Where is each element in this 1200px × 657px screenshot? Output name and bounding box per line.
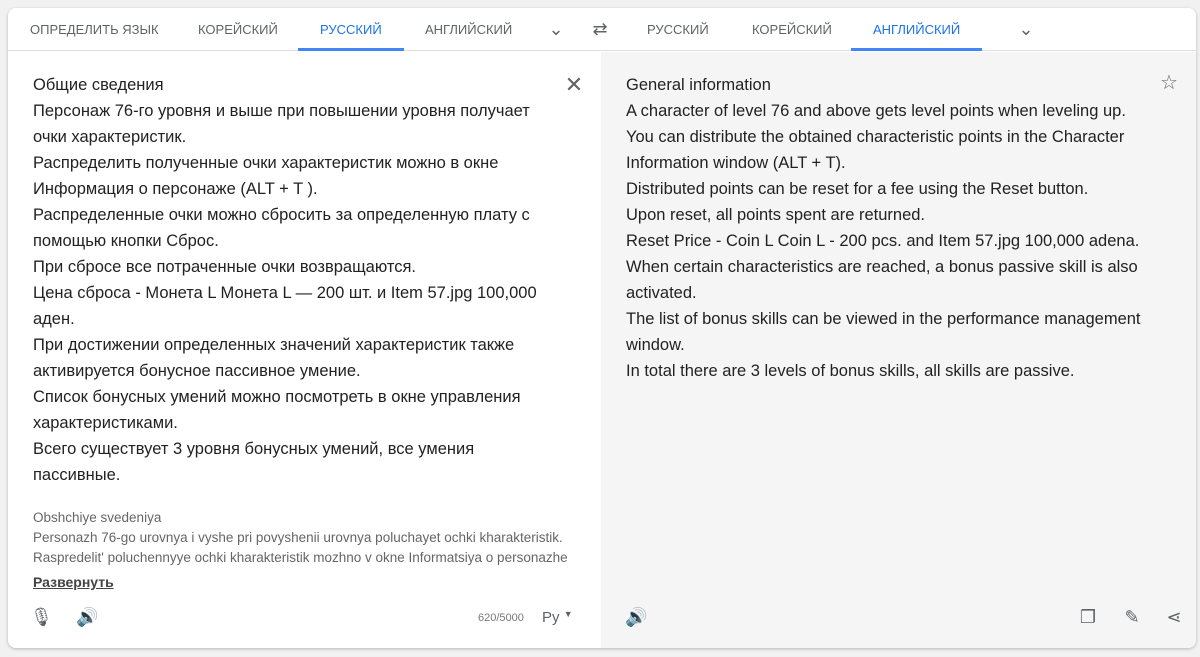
tab-target-russian[interactable]: РУССКИЙ [647,22,709,37]
tab-detect-language[interactable]: ОПРЕДЕЛИТЬ ЯЗЫК [30,22,159,37]
edit-pencil-icon[interactable]: ✎ [1124,607,1140,627]
input-tools-label: Pу [542,609,560,626]
transliteration-line: Raspredelit' poluchennyye ochki kharakteristik mozhno v okne Informatsiya o personazhe [33,550,568,565]
transliteration [33,508,593,568]
character-count: 620/5000 [478,612,524,624]
tab-target-english[interactable]: АНГЛИЙСКИЙ [851,8,982,51]
copy-icon[interactable]: ❐ [1079,607,1097,627]
tab-source-russian[interactable]: РУССКИЙ [298,8,404,51]
speaker-icon[interactable]: 🔊 [625,607,648,627]
clear-text-icon[interactable]: ✕ [564,72,584,97]
swap-languages-icon[interactable]: ⇄ [592,19,608,39]
language-tab-bar [8,8,1196,51]
translator-card [8,8,1196,648]
share-icon[interactable]: ⋖ [1166,607,1182,627]
chevron-down-icon[interactable]: ⌄ [1018,19,1034,39]
translation-text: General information A character of level 76 and above gets level points when leveling up. You can distribute the obtained characteristic points in the Character Information window (ALT + T). Distributed points can be reset for a fee using the Reset button. Upon reset, all points spent are returned. Reset Price - Coin L Coin L - 200 pcs. and Item 57.jpg 100,000 adena. When certain characteristics are reached, a bonus passive skill is also activated. The list of bonus skills can be viewed in the performance management window. In total there are 3 levels of bonus skills, all skills are passive. [626,76,1141,380]
speaker-icon[interactable]: 🔊 [76,607,99,627]
chevron-down-icon[interactable]: ⌄ [548,19,564,39]
expand-link[interactable]: Развернуть [33,574,114,590]
transliteration-line: Obshchiye svedeniya [33,510,162,525]
star-icon[interactable]: ☆ [1160,72,1178,94]
tab-source-korean[interactable]: КОРЕЙСКИЙ [198,22,278,37]
transliteration-line: Personazh 76-go urovnya i vyshe pri povyshenii urovnya poluchayet ochki kharakteristik. [33,530,563,545]
input-tools-button[interactable]: Pу ▼ [542,609,573,626]
source-panel [8,52,601,648]
microphone-icon[interactable]: 🎙 [30,607,53,627]
tab-source-english[interactable]: АНГЛИЙСКИЙ [425,22,513,37]
source-textarea[interactable]: Общие сведения Персонаж 76-го уровня и выше при повышении уровня получает очки характеристик. Распределить полученные очки характеристик можно в окне Информация о персонаже (ALT + T ). Распределенные очки можно сбросить за определенную плату с помощью кнопки Сброс. При сбросе все потраченные очки возвращаются. Цена сброса - Монета L Монета L — 200 шт. и Item 57.jpg 100,000 аден. При достижении определенных значений характеристик также активируется бонусное пассивное умение. Список бонусных умений можно посмотреть в окне управления характеристиками. Всего существует 3 уровня бонусных умений, все умения пассивные. [33,76,537,484]
translation-panel [601,52,1196,648]
tab-target-korean[interactable]: КОРЕЙСКИЙ [752,22,832,37]
